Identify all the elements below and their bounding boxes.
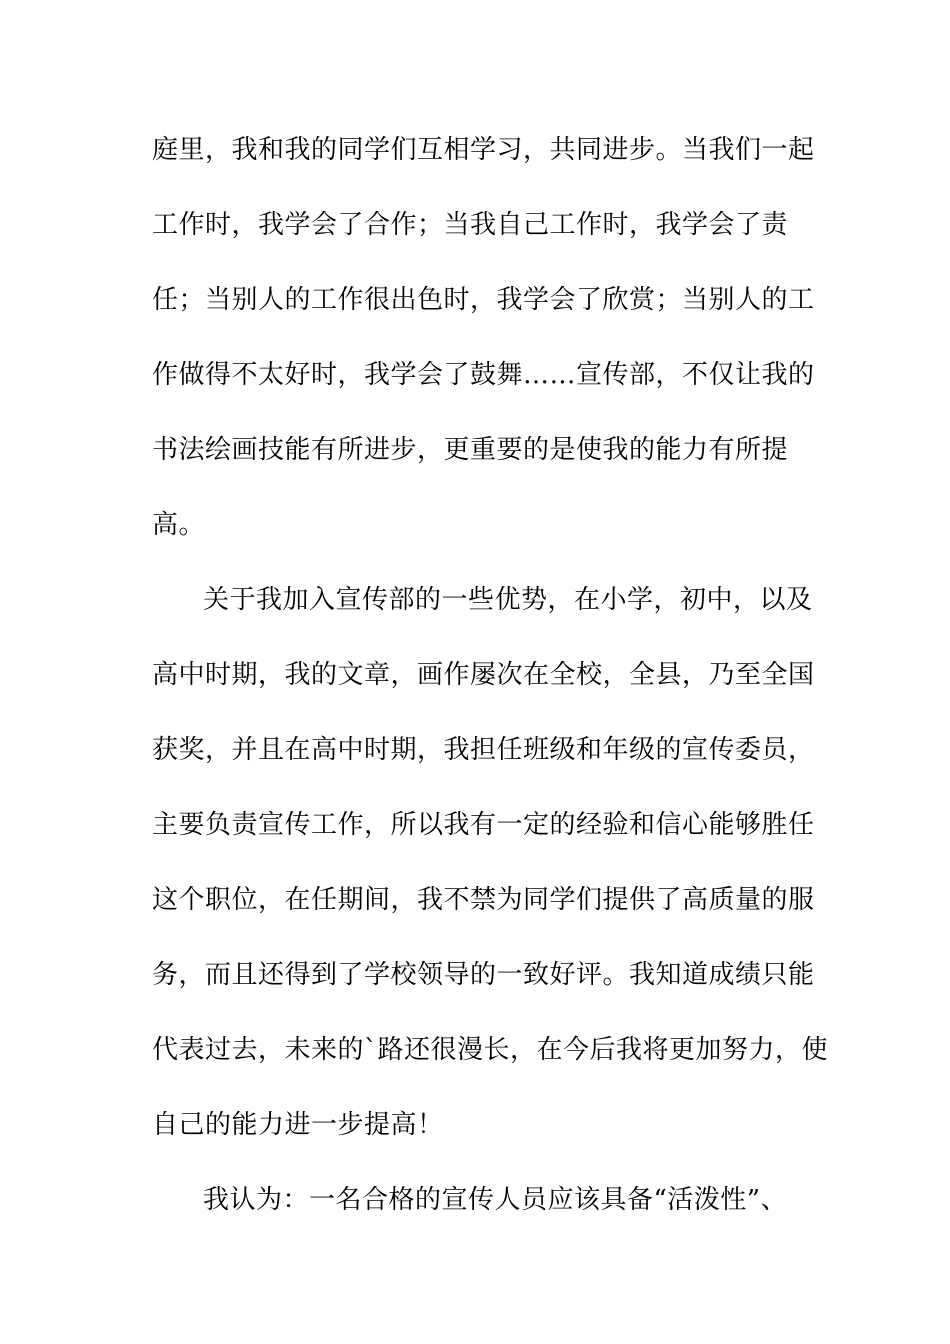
paragraph-first-line: 我认为：一名合格的宣传人员应该具备“活泼性”、: [203, 1185, 788, 1215]
paragraph-line: 任；当别人的工作很出色时，我学会了欣赏；当别人的工: [152, 285, 815, 315]
paragraph-line: 工作时，我学会了合作；当我自己工作时，我学会了责: [152, 210, 789, 240]
paragraph-line: 书法绘画技能有所进步，更重要的是使我的能力有所提: [152, 435, 789, 465]
paragraph-line: 庭里，我和我的同学们互相学习，共同进步。当我们一起: [152, 135, 815, 165]
paragraph-line: 自己的能力进一步提高！: [152, 1110, 444, 1140]
paragraph-line: 作做得不太好时，我学会了鼓舞……宣传部，不仅让我的: [152, 360, 815, 390]
paragraph-line: 高。: [152, 510, 206, 540]
paragraph-line: 代表过去，未来的`路还很漫长，在今后我将更加努力，使: [152, 1035, 829, 1065]
paragraph-line: 获奖，并且在高中时期，我担任班级和年级的宣传委员，: [152, 735, 815, 765]
paragraph-line: 务，而且还得到了学校领导的一致好评。我知道成绩只能: [152, 960, 815, 990]
paragraph-first-line: 关于我加入宣传部的一些优势，在小学，初中，以及: [203, 585, 813, 615]
paragraph-line: 高中时期，我的文章，画作屡次在全校，全县，乃至全国: [152, 660, 815, 690]
paragraph-line: 这个职位，在任期间，我不禁为同学们提供了高质量的服: [152, 885, 815, 915]
paragraph-line: 主要负责宣传工作，所以我有一定的经验和信心能够胜任: [152, 810, 815, 840]
